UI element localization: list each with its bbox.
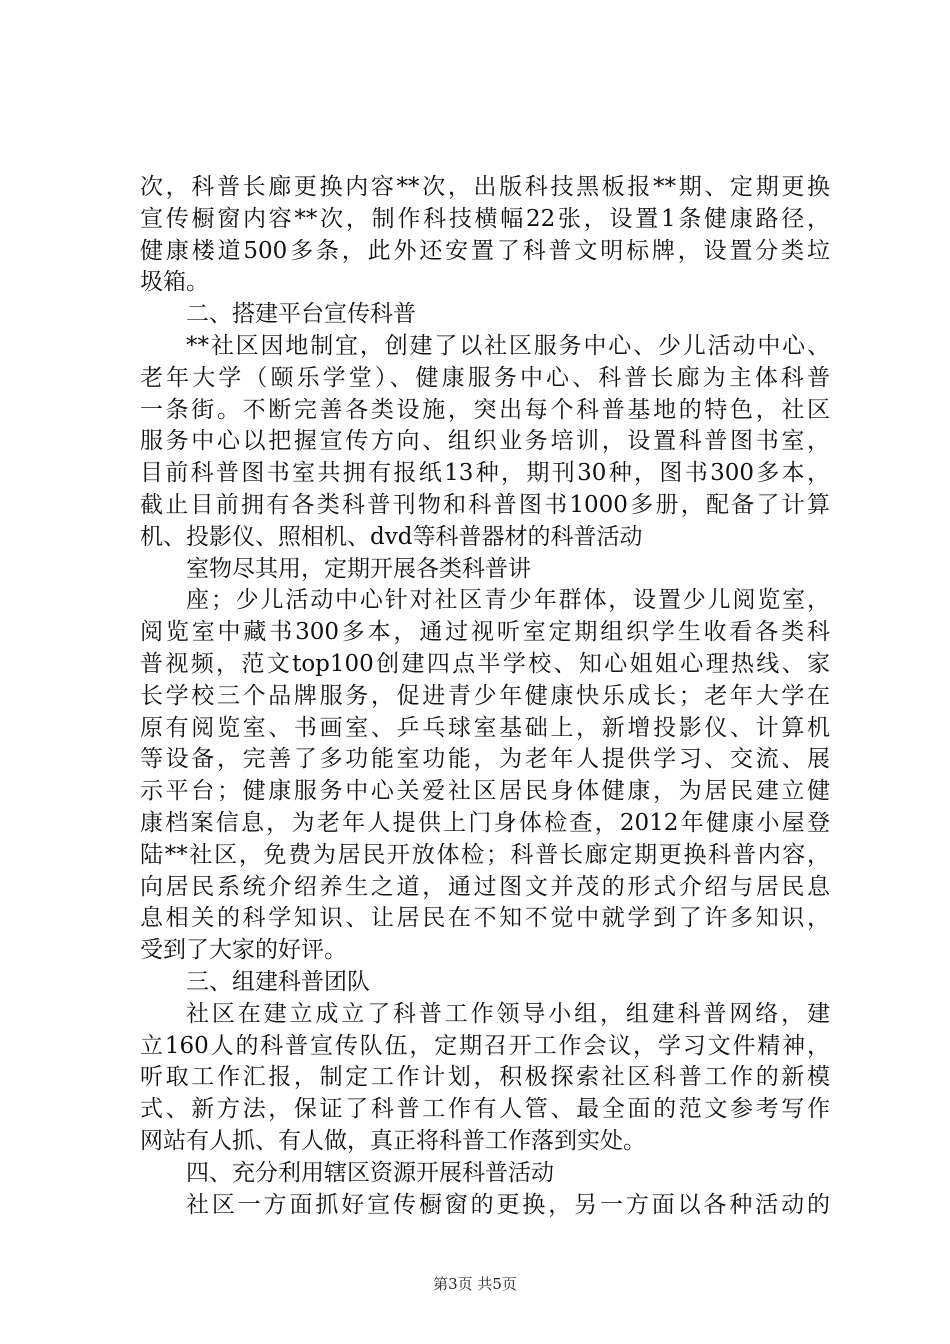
text-line: 一条街。不断完善各类设施，突出每个科普基地的特色，社区	[140, 396, 830, 423]
text-line: 老年大学（颐乐学堂）、健康服务中心、科普长廊为主体科普	[140, 364, 830, 391]
text-line: 听取工作汇报，制定工作计划，积极探索社区科普工作的新模	[140, 1064, 830, 1091]
text-line: 健康楼道500多条，此外还安置了科普文明标牌，设置分类垃	[140, 237, 830, 264]
text-line: 受到了大家的好评。	[140, 937, 347, 964]
text-line: 陆**社区，免费为居民开放体检；科普长廊定期更换科普内容，	[140, 841, 830, 868]
text-line: 式、新方法，保证了科普工作有人管、最全面的范文参考写作	[140, 1096, 830, 1123]
text-line: 网站有人抓、有人做，真正将科普工作落到实处。	[140, 1127, 646, 1154]
text-line: 次，科普长廊更换内容**次，出版科技黑板报**期、定期更换	[140, 174, 830, 200]
text-line: 阅览室中藏书300多本，通过视听室定期组织学生收看各类科	[140, 619, 830, 646]
text-line: 息相关的科学知识、让居民在不知不觉中就学到了许多知识，	[140, 905, 830, 932]
text-line: 三、组建科普团队	[186, 968, 370, 995]
text-line: 宣传橱窗内容**次，制作科技横幅22张，设置1条健康路径，	[140, 205, 830, 232]
text-line: 示平台；健康服务中心关爱社区居民身体健康，为居民建立健	[140, 778, 830, 805]
document-body	[140, 172, 830, 1221]
text-line: 四、充分利用辖区资源开展科普活动	[186, 1159, 554, 1186]
text-line: 目前科普图书室共拥有报纸13种，期刊30种，图书300多本，	[140, 460, 830, 487]
text-line: 座；少儿活动中心针对社区青少年群体，设置少儿阅览室，	[186, 587, 830, 614]
text-line: 普视频，范文top100创建四点半学校、知心姐姐心理热线、家	[140, 650, 830, 677]
text-line: 二、搭建平台宣传科普	[186, 301, 416, 328]
text-line: 截止目前拥有各类科普刊物和科普图书1000多册，配备了计算	[140, 491, 830, 518]
text-line: 等设备，完善了多功能室功能，为老年人提供学习、交流、展	[140, 746, 830, 773]
text-line: 室物尽其用，定期开展各类科普讲	[186, 555, 531, 582]
text-line: 服务中心以把握宣传方向、组织业务培训，设置科普图书室，	[140, 428, 830, 455]
text-line: 圾箱。	[140, 269, 209, 296]
text-line: 长学校三个品牌服务，促进青少年健康快乐成长；老年大学在	[140, 682, 830, 709]
text-line: 立160人的科普宣传队伍，定期召开工作会议，学习文件精神，	[140, 1032, 830, 1059]
text-line: 向居民系统介绍养生之道，通过图文并茂的形式介绍与居民息	[140, 873, 830, 900]
text-line: 社区一方面抓好宣传橱窗的更换，另一方面以各种活动的	[186, 1191, 830, 1218]
text-line: 社区在建立成立了科普工作领导小组，组建科普网络，建	[186, 1000, 830, 1027]
text-line: 原有阅览室、书画室、乒乓球室基础上，新增投影仪、计算机	[140, 714, 830, 741]
text-line: 康档案信息，为老年人提供上门身体检查，2012年健康小屋登	[140, 809, 830, 836]
text-line: 机、投影仪、照相机、dvd等科普器材的科普活动	[140, 523, 643, 550]
page-footer: 第3页 共5页	[433, 1275, 517, 1293]
text-line: **社区因地制宜，创建了以社区服务中心、少儿活动中心、	[186, 332, 830, 359]
